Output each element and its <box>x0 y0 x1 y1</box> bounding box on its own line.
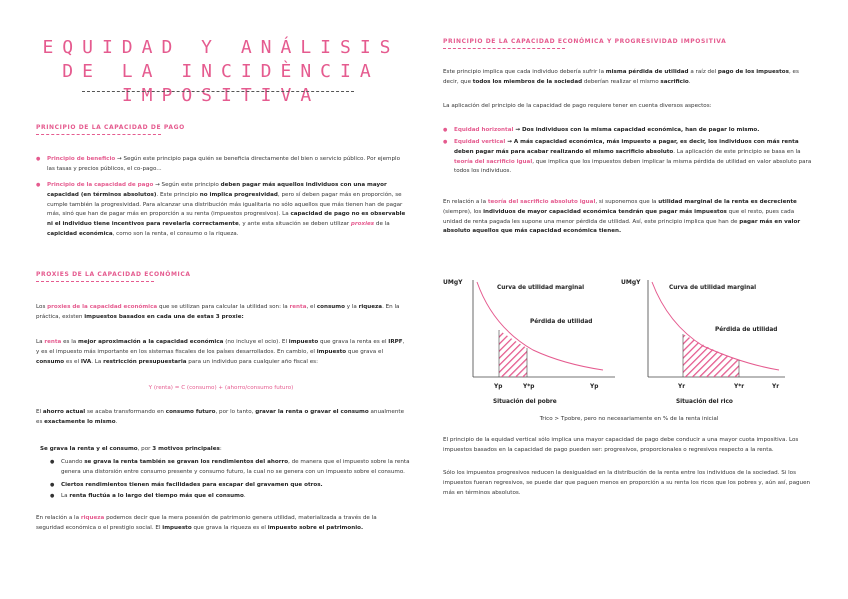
list-item-rendimientos-escapar: ● Ciertos rendimientos tienen más facilidades para escapar del gravamen que otros. <box>50 481 417 491</box>
diagram-rico <box>621 279 785 405</box>
heading-underline <box>36 134 161 135</box>
loss-area <box>683 334 739 377</box>
x-tick-label: Yr <box>772 384 780 390</box>
list-item-renta-fluctua: ● La renta fluctúa a lo largo del tiempo más que el consumo. <box>50 492 417 502</box>
utility-diagrams <box>443 272 823 412</box>
x-tick-label: Y*p <box>523 384 535 390</box>
curve-label: Curva de utilidad marginal <box>669 285 757 291</box>
marginal-utility-curve <box>477 282 603 370</box>
section-heading-capacidad-pago: PRINCIPIO DE LA CAPACIDAD DE PAGO <box>36 124 185 131</box>
page-title: EQUIDAD Y ANÁLISIS DE LA INCIDÈNCIA IMPOSITIVA <box>42 37 400 106</box>
diagram-pobre <box>443 279 615 405</box>
paragraph-impuestos-progresivos: Sólo los impuestos progresivos reducen la desigualdad en la distribución de la renta entre los individuos de la sociedad. Si los impuestos fueran regresivos, se puede dar que paguen menos en proporción a su renta los ricos que los pobres y, aún así, paguen más en términos absolutos. <box>443 470 811 496</box>
paragraph-motivos: Se grava la renta y el consumo, por 3 motivos principales: <box>40 446 222 452</box>
y-axis-label: UMgY <box>443 279 463 286</box>
bullet-equidad-horizontal: ● Equidad horizontal → Dos individuos con la misma capacidad económica, han de pagar lo mismo. <box>443 126 816 136</box>
section-heading-progresividad: PRINCIPIO DE LA CAPACIDAD ECONÓMICA Y PROGRESIVIDAD IMPOSITIVA <box>443 38 727 45</box>
x-tick-label: Y*r <box>734 384 745 390</box>
diagram-caption: Situación del rico <box>676 399 733 405</box>
heading-underline <box>36 281 154 282</box>
paragraph-ahorro: El ahorro actual se acaba transformando en consumo futuro, por lo tanto, gravar la renta o gravar el consumo anualmente es exactamente lo mismo. <box>36 409 405 425</box>
heading-underline <box>443 48 565 49</box>
paragraph-renta: La renta es la mejor aproximación a la capacidad económica (no incluye el ocio). El impuesto que grava la renta es el IRPF, y es el impuesto más importante en los sistemas fiscales de los países desarrollados. En cambio, el impuesto que grava el consumo es el IVA. La restricción presupuestaria para un individuo para cualquier año fiscal es: <box>36 339 405 365</box>
loss-label: Pérdida de utilidad <box>530 319 593 325</box>
bullet-equidad-vertical: ● Equidad vertical → A más capacidad económica, más impuesto a pagar, es decir, los individuos con más renta deben pagar más para acabar realizando el mismo sacrificio absoluto. La aplicación de este principio se basa en la teoría del sacrificio igual, que implica que los impuestos deben implicar la misma pérdida de utilidad en valor absoluto para todos los individuos. <box>443 138 816 177</box>
paragraph-riqueza: En relación a la riqueza podemos decir que la mera posesión de patrimonio genera utilidad, materializada a través de la seguridad económica o el prestigio social. El impuesto que grava la riqueza es el impuesto sobre el patrimonio. <box>36 515 377 531</box>
paragraph-proxies-intro: Los proxies de la capacidad económica que se utilizan para calcular la utilidad son: la renta, el consumo y la riqueza. En la práctica, existen impuestos basados en cada una de estas 3 proxie: <box>36 304 400 320</box>
x-tick-label: Yp <box>590 384 599 390</box>
loss-area <box>499 330 527 377</box>
paragraph-equidad-vertical-cuota: El principio de la equidad vertical sólo implica una mayor capacidad de pago debe conducir a una mayor cuota impositiva. Los impuestos basados en la capacidad de pago pueden ser: progresivos, proporcionales o regresivos respecto a la renta. <box>443 437 799 453</box>
paragraph-sacrificio-absoluto: En relación a la teoría del sacrificio absoluto igual, si suponemos que la utilidad marginal de la renta es decreciente (siempre), los individuos de mayor capacidad económica tendrán que pagar más impuestos que el resto, pues cada unidad de renta pagada les supone una menor pérdida de utilidad. Así, este principio implica que han de pagar más en valor absoluto aquellos que más capacidad económica tienen. <box>443 199 801 235</box>
loss-label: Pérdida de utilidad <box>715 327 778 333</box>
y-axis-label: UMgY <box>621 279 641 286</box>
x-tick-label: Yr <box>678 384 686 390</box>
list-item-rendimientos-ahorro: ● Cuando se grava la renta también se gravan los rendimientos del ahorro, de manera que el impuesto sobre la renta genera una distorsión entre consumo presente y consumo futuro, la cual no se genera con un impuesto sobre el consumo. <box>50 458 417 478</box>
diagram-note: Trico > Tpobre, pero no necesariamente en % de la renta inicial <box>539 416 719 422</box>
bullet-principio-beneficio: ● Principio de beneficio → Según este principio paga quién se beneficia directamente del bien o servicio público. Por ejemplo las tasas y precios públicos, el co-pago... <box>36 155 409 175</box>
formula-restriccion: Y (renta) = C (consumo) + (ahorro/consumo futuro) <box>148 385 294 391</box>
paragraph-aplicacion: La aplicación del principio de la capacidad de pago requiere tener en cuenta diversos aspectos: <box>443 103 712 109</box>
x-tick-label: Yp <box>494 384 503 390</box>
section-heading-proxies: PROXIES DE LA CAPACIDAD ECONÓMICA <box>36 271 191 278</box>
diagram-caption: Situación del pobre <box>493 399 557 405</box>
bullet-principio-capacidad: ● Principio de la capacidad de pago → Según este principio deben pagar más aquellos individuos con una mayor capacidad (en términos absolutos). Este principio no implica progresividad, pero sí deben pagar más en proporción, se cumple también la progresividad. Para alcanzar una distribución más igualitaria no sólo aquellos que más tienen han de pagar más, sinó que han de pagar más en proporción a su renta (impuestos progresivos). La capacidad de pago no es observable ni el individuo tiene incentivos para revelarla correctamente, y ante esta situación se deben utilizar proxies de la capicidad económica, como son la renta, el consumo o la riqueza. <box>36 181 409 240</box>
curve-label: Curva de utilidad marginal <box>497 285 585 291</box>
paragraph-capacidad-economica: Este principio implica que cada individuo debería sufrir la misma pérdida de utilidad a raíz del pago de los impuestos, es decir, que todos los miembros de la sociedad deberían realizar el mismo sacrificio. <box>443 69 799 85</box>
title-divider <box>82 91 354 92</box>
